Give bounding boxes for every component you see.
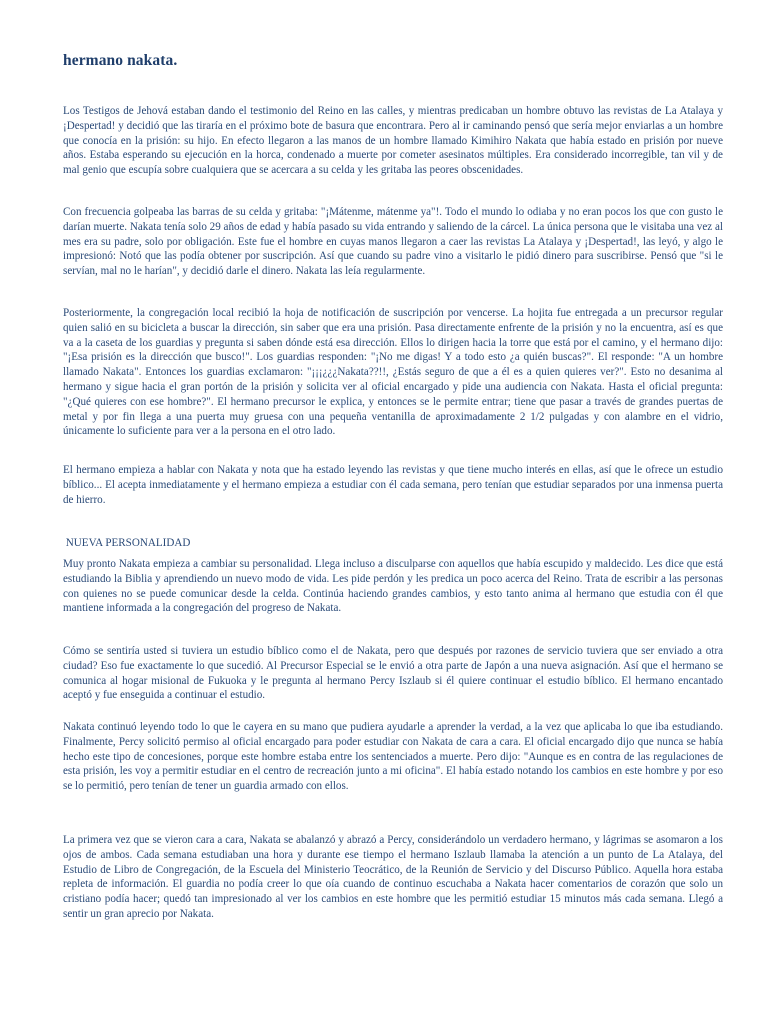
paragraph-7: Nakata continuó leyendo todo lo que le cayera en su mano que pudiera ayudarle a aprender la verdad, a la vez que aplicaba lo que iba estudiando. Finalmente, Percy solicitó permiso al oficial encargado para poder estudiar con Nakata de cara a cara. El oficial encargado dijo que nunca se había hecho este tipo de concesiones, porque este hombre estaba entre los sentenciados a muerte. Pero dijo: "Aunque es en contra de las regulaciones de esta prisión, les voy a permitir estudiar en el centro de recreación junto a mi oficina". El había estado notando los cambios en este hombre y por eso se lo permitió, pero tenían de tener un guardia armado con ellos.: [63, 721, 723, 793]
paragraph-6: Cómo se sentiría usted si tuviera un estudio bíblico como el de Nakata, pero que después por razones de servicio tuviera que ser enviado a otra ciudad? Eso fue exactamente lo que sucedió. Al Precursor Especial se le envió a otra parte de Japón a una nueva asignación. Así que el hermano se comunica al hogar misional de Fukuoka y le pregunta al hermano Percy Iszlaub si él quiere continuar el estudio bíblico. El hermano encantado aceptó y fue enseguida a continuar el estudio.: [63, 645, 723, 702]
paragraph-2: Con frecuencia golpeaba las barras de su celda y gritaba: "¡Mátenme, mátenme ya"!. Todo el mundo lo odiaba y no eran pocos los que con gusto le darían muerte. Nakata tenía solo 29 años de edad y había pasado su vida entrando y saliendo de la cárcel. La única persona que le visitaba una vez al mes era su padre, solo por obligación. Este fue el hombre en cuyas manos llegaron a caer las revistas La Atalaya y ¡Despertad!, las leyó, y algo le impresionó: Notó que las podía obtener por suscripción. Así que cuando su padre vino a visitarlo le pidió dinero para suscribirse. Pensó que "si le servían, mal no le harían", y decidió darle el dinero. Nakata las leía regularmente.: [63, 206, 723, 278]
paragraph-3: Posteriormente, la congregación local recibió la hoja de notificación de suscripción por vencerse. La hojita fue entregada a un precursor regular quien salió en su bicicleta a buscar la dirección, sin saber que era una prisión. Pasa directamente enfrente de la prisión y no la encuentra, así es que va a la caseta de los guardias y pregunta si saben dónde está esa dirección. Ellos lo dirigen hacia la torre que está por el camino, y el hermano dijo: "¡Esa prisión es la dirección que busco!". Los guardias responden: "¡No me digas! Y a todo esto ¿a quién buscas?". El responde: "A un hombre llamado Nakata". Entonces los guardias exclamaron: "¡¡¡¿¿¿Nakata??!!, ¿Estás seguro de que a él es a quien quieres ver?". Esto no desanima al hermano y sigue hacia el gran portón de la prisión y solicita ver al oficial encargado y pide una audiencia con Nakata. Hasta el oficial pregunta: "¿Qué quieres con ese hombre?". El hermano precursor le explica, y entonces se le permite entrar; tiene que pasar a través de grandes puertas de metal y por fin llega a una puerta muy gruesa con una pequeña ventanilla de aproximadamente 2 1/2 pulgadas y con alambre en el vidrio, únicamente lo suficiente para ver a la persona en el otro lado.: [63, 307, 723, 438]
section-heading: NUEVA PERSONALIDAD: [63, 537, 191, 549]
paragraph-5: Muy pronto Nakata empieza a cambiar su personalidad. Llega incluso a disculparse con aquellos que había escupido y maldecido. Les dice que está estudiando la Biblia y aprendiendo un nuevo modo de vida. Les pide perdón y les predica un poco acerca del Reino. Trata de escribir a las personas con quienes no se puede comunicar desde la celda. Continúa haciendo grandes cambios, y esto tanto anima al hermano que estudia con él que mantiene informada a la congregación del progreso de Nakata.: [63, 558, 723, 615]
paragraph-8: La primera vez que se vieron cara a cara, Nakata se abalanzó y abrazó a Percy, considerándolo un verdadero hermano, y lágrimas se asomaron a los ojos de ambos. Cada semana estudiaban una hora y durante ese tiempo el hermano Iszlaub llamaba la atención a un punto de La Atalaya, del Estudio de Libro de Congregación, de la Escuela del Ministerio Teocrático, de la Reunión de Servicio y del Discurso Público. Aquella hora estaba repleta de información. El guardia no podía creer lo que oía cuando de continuo escuchaba a Nakata hacer comentarios de corazón que solo un cristiano podía hacer; quedó tan impresionado al ver los cambios en este hombre que les permitió estudiar 15 minutos más cada semana. Llegó a sentir un gran aprecio por Nakata.: [63, 834, 723, 920]
paragraph-1: Los Testigos de Jehová estaban dando el testimonio del Reino en las calles, y mientras predicaban un hombre obtuvo las revistas de La Atalaya y ¡Despertad! y decidió que las tiraría en el próximo bote de basura que encontrara. Pero al ir caminando pensó que sería mejor enviarlas a un hombre que conocía en la prisión: su hijo. En efecto llegaron a las manos de un hombre llamado Kimihiro Nakata que había estado en prisión por nueve años. Estaba esperando su ejecución en la horca, condenado a muerte por cometer asesinatos múltiples. Era considerado incorregible, tan vil y de mal genio que escupía sobre cualquiera que se acercara a su celda y les gritaba las peores obscenidades.: [63, 105, 723, 177]
paragraph-4: El hermano empieza a hablar con Nakata y nota que ha estado leyendo las revistas y que tiene mucho interés en ellas, así que le ofrece un estudio bíblico... El acepta inmediatamente y el hermano empieza a estudiar con él cada semana, pero tenían que estudiar separados por una inmensa puerta de hierro.: [63, 464, 723, 506]
document-title: hermano nakata.: [63, 52, 178, 69]
